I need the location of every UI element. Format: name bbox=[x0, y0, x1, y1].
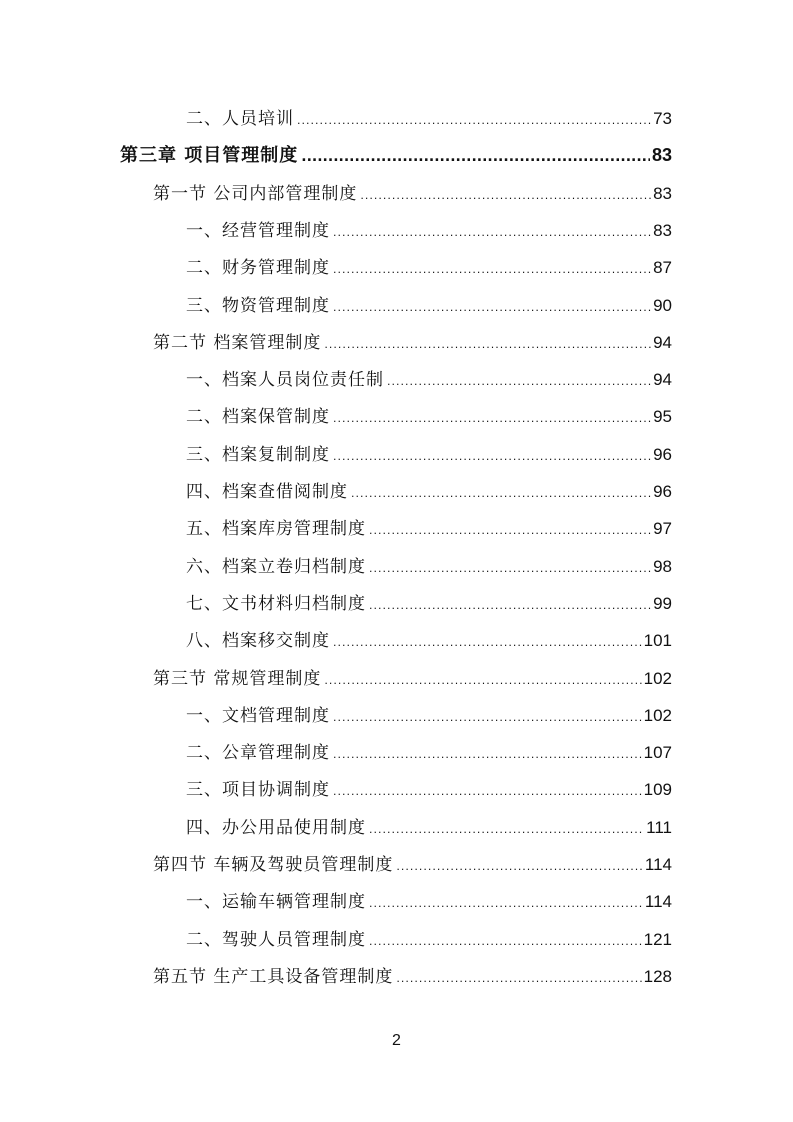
toc-entry-page-number: 109 bbox=[643, 780, 672, 800]
toc-entry-title: 七、文书材料归档制度 bbox=[186, 593, 366, 614]
toc-entry-title: 第二节 档案管理制度 bbox=[153, 332, 322, 353]
toc-entry-title: 四、档案查借阅制度 bbox=[186, 482, 348, 502]
toc-dot-leader bbox=[333, 251, 651, 288]
toc-dot-leader bbox=[369, 512, 651, 549]
toc-item-entry[interactable] bbox=[186, 548, 672, 585]
toc-dot-leader bbox=[369, 885, 643, 922]
toc-section-entry[interactable] bbox=[153, 660, 672, 697]
toc-entry-page-number: 73 bbox=[653, 109, 672, 128]
toc-entry-title: 六、档案立卷归档制度 bbox=[186, 556, 366, 577]
toc-entry-page-number: 96 bbox=[653, 444, 672, 464]
toc-item-entry[interactable] bbox=[186, 398, 672, 435]
toc-entry-title: 第五节 生产工具设备管理制度 bbox=[153, 966, 394, 987]
page-number: 2 bbox=[392, 1032, 401, 1049]
toc-entry-page-number: 94 bbox=[653, 370, 672, 390]
toc-item-entry[interactable] bbox=[186, 697, 672, 734]
toc-entry-page-number: 98 bbox=[653, 556, 672, 576]
toc-dot-leader bbox=[369, 550, 651, 587]
toc-entry-page-number: 83 bbox=[653, 220, 672, 240]
toc-entry-title: 二、档案保管制度 bbox=[186, 407, 330, 428]
toc-entry-page-number: 107 bbox=[643, 743, 672, 763]
toc-dot-leader bbox=[333, 773, 642, 810]
toc-entry-title: 二、公章管理制度 bbox=[186, 743, 330, 764]
toc-entry-page-number: 83 bbox=[651, 145, 672, 166]
toc-section-entry[interactable] bbox=[153, 324, 672, 361]
toc-dot-leader bbox=[333, 736, 642, 773]
toc-section-entry[interactable] bbox=[153, 958, 672, 995]
toc-entry-title: 第三章 项目管理制度 bbox=[120, 145, 299, 167]
toc-dot-leader bbox=[351, 475, 651, 512]
toc-dot-leader bbox=[324, 326, 651, 363]
toc-entry-title: 二、人员培训 bbox=[186, 109, 294, 129]
toc-entry-page-number: 102 bbox=[643, 668, 672, 688]
toc-entry-title: 一、文档管理制度 bbox=[186, 705, 330, 726]
toc-dot-leader bbox=[333, 214, 651, 251]
toc-entry-page-number: 99 bbox=[653, 593, 672, 613]
toc-dot-leader bbox=[301, 139, 650, 176]
toc-dot-leader bbox=[369, 587, 651, 624]
toc-entry-title: 三、物资管理制度 bbox=[186, 295, 330, 316]
toc-dot-leader bbox=[324, 662, 641, 699]
toc-item-entry[interactable] bbox=[186, 809, 672, 846]
toc-item-entry[interactable] bbox=[186, 287, 672, 324]
toc-entry-page-number: 111 bbox=[646, 817, 672, 837]
toc-entry-title: 一、经营管理制度 bbox=[186, 220, 330, 241]
toc-entry-title: 五、档案库房管理制度 bbox=[186, 519, 366, 540]
toc-section-entry[interactable] bbox=[153, 846, 672, 883]
toc-section-entry[interactable] bbox=[153, 175, 672, 212]
toc-entry-title: 三、档案复制制度 bbox=[186, 444, 330, 465]
toc-item-entry[interactable] bbox=[186, 436, 672, 473]
toc-entry-page-number: 101 bbox=[643, 631, 672, 651]
toc-item-entry[interactable] bbox=[186, 771, 672, 808]
toc-entry-title: 一、运输车辆管理制度 bbox=[186, 892, 366, 913]
toc-item-entry[interactable] bbox=[186, 249, 672, 286]
toc-dot-leader bbox=[297, 102, 651, 139]
toc-entry-title: 四、办公用品使用制度 bbox=[186, 817, 366, 838]
toc-item-entry[interactable] bbox=[186, 734, 672, 771]
toc-entry-page-number: 97 bbox=[653, 519, 672, 539]
toc-item-entry[interactable] bbox=[186, 100, 672, 137]
toc-item-entry[interactable] bbox=[186, 510, 672, 547]
toc-entry-title: 三、项目协调制度 bbox=[186, 780, 330, 801]
toc-dot-leader bbox=[333, 699, 642, 736]
toc-entry-page-number: 102 bbox=[643, 705, 672, 725]
toc-entry-page-number: 114 bbox=[644, 855, 672, 874]
toc-item-entry[interactable] bbox=[186, 622, 672, 659]
toc-dot-leader bbox=[387, 363, 651, 400]
toc-dot-leader bbox=[333, 438, 651, 475]
toc-dot-leader bbox=[369, 811, 644, 848]
toc-item-entry[interactable] bbox=[186, 921, 672, 958]
toc-dot-leader bbox=[360, 177, 651, 214]
toc-entry-title: 第四节 车辆及驾驶员管理制度 bbox=[153, 855, 394, 875]
toc-item-entry[interactable] bbox=[186, 361, 672, 398]
toc-entry-page-number: 90 bbox=[653, 295, 672, 315]
toc-item-entry[interactable] bbox=[186, 212, 672, 249]
toc-entry-title: 一、档案人员岗位责任制 bbox=[186, 370, 384, 391]
toc-entry-page-number: 128 bbox=[643, 966, 672, 986]
toc-dot-leader bbox=[333, 289, 651, 326]
toc-entry-title: 第一节 公司内部管理制度 bbox=[153, 183, 358, 204]
toc-dot-leader bbox=[333, 400, 651, 437]
toc-entry-page-number: 114 bbox=[644, 892, 672, 912]
toc-entry-title: 二、财务管理制度 bbox=[186, 258, 330, 279]
toc-entry-page-number: 94 bbox=[653, 332, 672, 352]
toc-entry-page-number: 87 bbox=[653, 258, 672, 278]
toc-entry-page-number: 95 bbox=[653, 407, 672, 427]
toc-dot-leader bbox=[333, 624, 642, 661]
toc-item-entry[interactable] bbox=[186, 585, 672, 622]
toc-dot-leader bbox=[396, 848, 642, 885]
toc-entry-page-number: 83 bbox=[653, 183, 672, 203]
toc-dot-leader bbox=[396, 960, 641, 997]
toc-entry-page-number: 96 bbox=[653, 482, 672, 501]
toc-entry-title: 八、档案移交制度 bbox=[186, 631, 330, 652]
toc-item-entry[interactable] bbox=[186, 883, 672, 920]
toc-entry-title: 二、驾驶人员管理制度 bbox=[186, 929, 366, 950]
toc-item-entry[interactable] bbox=[186, 473, 672, 510]
toc-dot-leader bbox=[369, 923, 642, 960]
toc-entry-title: 第三节 常规管理制度 bbox=[153, 668, 322, 689]
toc-entry-page-number: 121 bbox=[643, 929, 672, 949]
toc-chapter-entry[interactable] bbox=[120, 137, 672, 174]
